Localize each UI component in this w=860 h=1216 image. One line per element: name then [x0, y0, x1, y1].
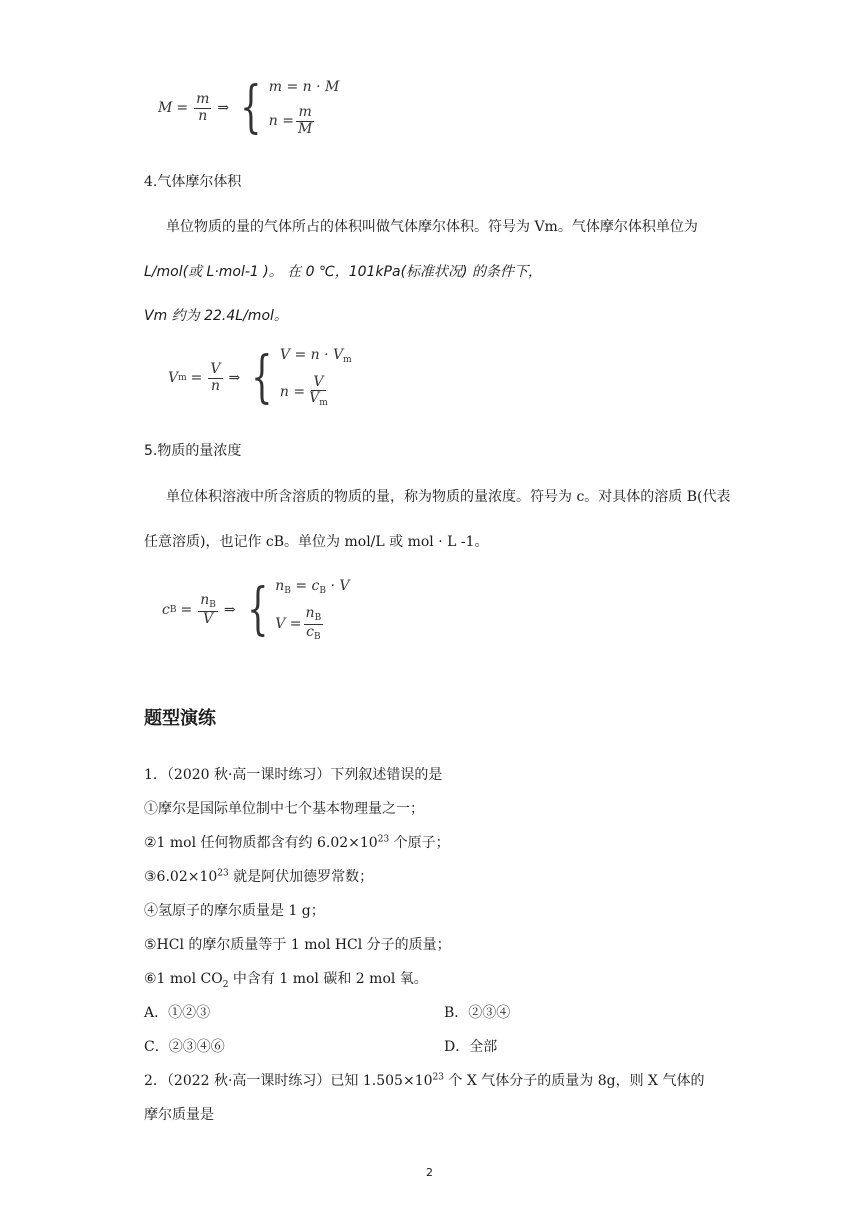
question-1-item-1: ①摩尔是国际单位制中七个基本物理量之一；: [144, 801, 424, 817]
question-1-item-6: ⑥1 mol $CO_2$ 中含有 1 mol 碳和 2 mol 氧。: [144, 971, 428, 990]
question-1-item-3: $③6.02\times 10^{23}$ 就是阿伏加德罗常数；: [144, 868, 374, 885]
brace-symbol: {: [251, 345, 273, 410]
practice-heading: 题型演练: [144, 708, 216, 729]
question-1-option-a[interactable]: A．①②③: [144, 1005, 211, 1021]
section-4-paragraph-1: 单位物质的量的气体所占的体积叫做气体摩尔体积。符号为 Vm。气体摩尔体积单位为: [166, 219, 698, 235]
formula-cases: m = n · M n = $\frac{m}{M}$: [268, 79, 340, 137]
question-1-item-2: ②1 mol 任何物质都含有约 $6.02\times 10^{23}$ 个原子；: [144, 834, 450, 851]
question-1-option-c[interactable]: C．②③④⑥: [144, 1039, 225, 1055]
question-1-stem: 1．（2020 秋·高一课时练习）下列叙述错误的是: [144, 767, 443, 783]
question-1-item-5: ⑤HCl 的摩尔质量等于 1 mol HCl 分子的质量；: [144, 937, 451, 953]
section-5-paragraph-2: 任意溶质)，也记作 cB。单位为 mol/L 或 mol · L -1。: [144, 534, 489, 550]
formula-fraction: $\frac{m}{n}$: [196, 91, 210, 124]
section-4-paragraph-3: Vm 约为 22.4L/mol。: [144, 308, 288, 324]
formula-lhs: M: [158, 100, 173, 116]
question-1-option-d[interactable]: D．全部: [444, 1039, 498, 1055]
section-4-paragraph-2: L/mol(或 L·mol-1 )。 在 0 ℃，101kPa(标准状况) 的条件下，: [144, 264, 542, 280]
section-5-paragraph-1: 单位体积溶液中所含溶质的物质的量，称为物质的量浓度。符号为 c。对具体的溶质 B(代表: [166, 489, 731, 505]
formula-molar-mass: M = $\frac{m}{n}$ ⇒ { m = n · M n = $\frac{m}{M}$: [158, 75, 340, 140]
formula-molar-volume: V m = $\frac{V}{n}$ ⇒ { $V = n \cdot V_m$ n = $\frac{V}{V_m}$: [168, 345, 352, 410]
question-1-option-b[interactable]: B．②③④: [444, 1005, 511, 1021]
section-4-title: 4.气体摩尔体积: [144, 174, 242, 190]
question-2-stem-line-1: 2．（2022 秋·高一课时练习）已知 $1.505\times 10^{23}$ 个 X 气体分子的质量为 8g，则 X 气体的: [144, 1072, 705, 1089]
brace-symbol: {: [240, 75, 262, 140]
page-number: 2: [426, 1166, 433, 1179]
formula-concentration: c B = $\frac{n_B}{V}$ ⇒ { $n_B = c_B \cdot V$ V = $\frac{n_B}{c_B}$: [162, 577, 350, 642]
question-1-item-4: ④氢原子的摩尔质量是 1 g；: [144, 903, 325, 919]
section-5-title: 5.物质的量浓度: [144, 443, 242, 459]
question-2-stem-line-2: 摩尔质量是: [144, 1107, 214, 1123]
brace-symbol: {: [246, 577, 269, 642]
